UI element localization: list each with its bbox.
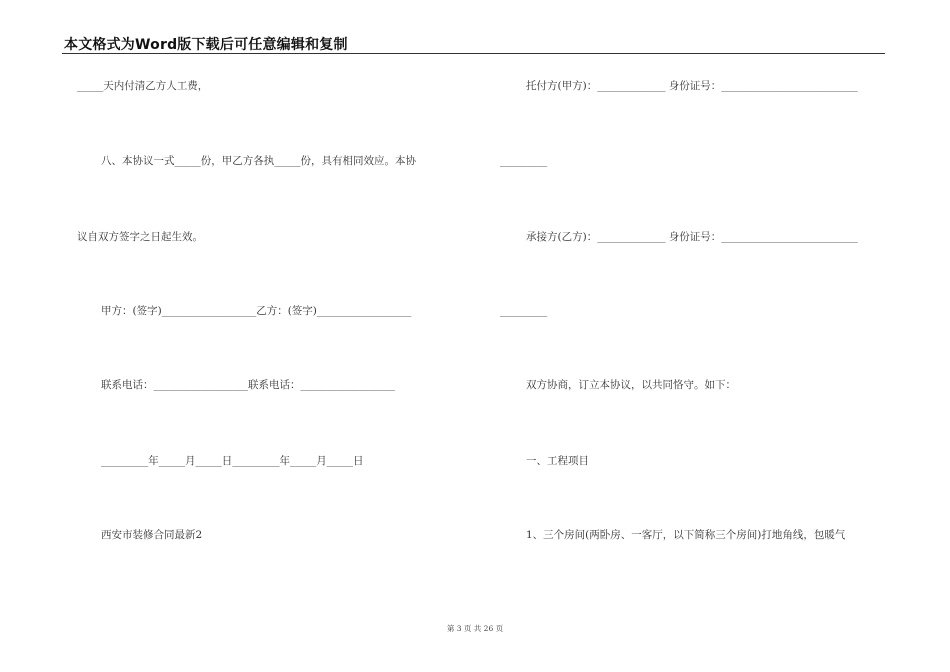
document-header-title: 本文格式为Word版下载后可任意编辑和复制 bbox=[64, 37, 348, 53]
right-line-client-party: 托付方(甲方)：_____________ 身份证号：__________________________ bbox=[526, 80, 858, 92]
right-line-item-1: 1、三个房间(两卧房、一客厅，以下简称三个房间)打地角线，包暖气 bbox=[526, 529, 846, 541]
right-line-section-heading: 一、工程项目 bbox=[526, 455, 589, 467]
left-line-contract-title: 西安市装修合同最新2 bbox=[101, 529, 203, 541]
left-line-payment-days: _____天内付清乙方人工费， bbox=[77, 80, 209, 92]
right-line-contractor-party: 承接方(乙方)：_____________ 身份证号：__________________________ bbox=[526, 231, 858, 243]
left-line-copies-clause: 八、本协议一式_____份，甲乙方各执_____份，具有相同效应。本协 bbox=[101, 155, 416, 167]
left-line-dates: _________年_____月_____日_________年_____月_____日 bbox=[101, 455, 364, 467]
left-line-effective-clause: 议自双方签字之日起生效。 bbox=[77, 231, 203, 243]
left-line-signatures: 甲方：(签字)__________________乙方：(签字)__________________ bbox=[101, 305, 412, 317]
right-line-agreement-intro: 双方协商，订立本协议，以共同恪守。如下： bbox=[526, 379, 736, 391]
header-divider bbox=[62, 53, 885, 54]
right-line-blank-2: _________ bbox=[500, 305, 548, 317]
left-line-phone-numbers: 联系电话：__________________联系电话：__________________ bbox=[101, 379, 395, 391]
right-line-blank-1: _________ bbox=[500, 155, 548, 167]
page-number-footer: 第 3 页 共 26 页 bbox=[446, 624, 504, 633]
